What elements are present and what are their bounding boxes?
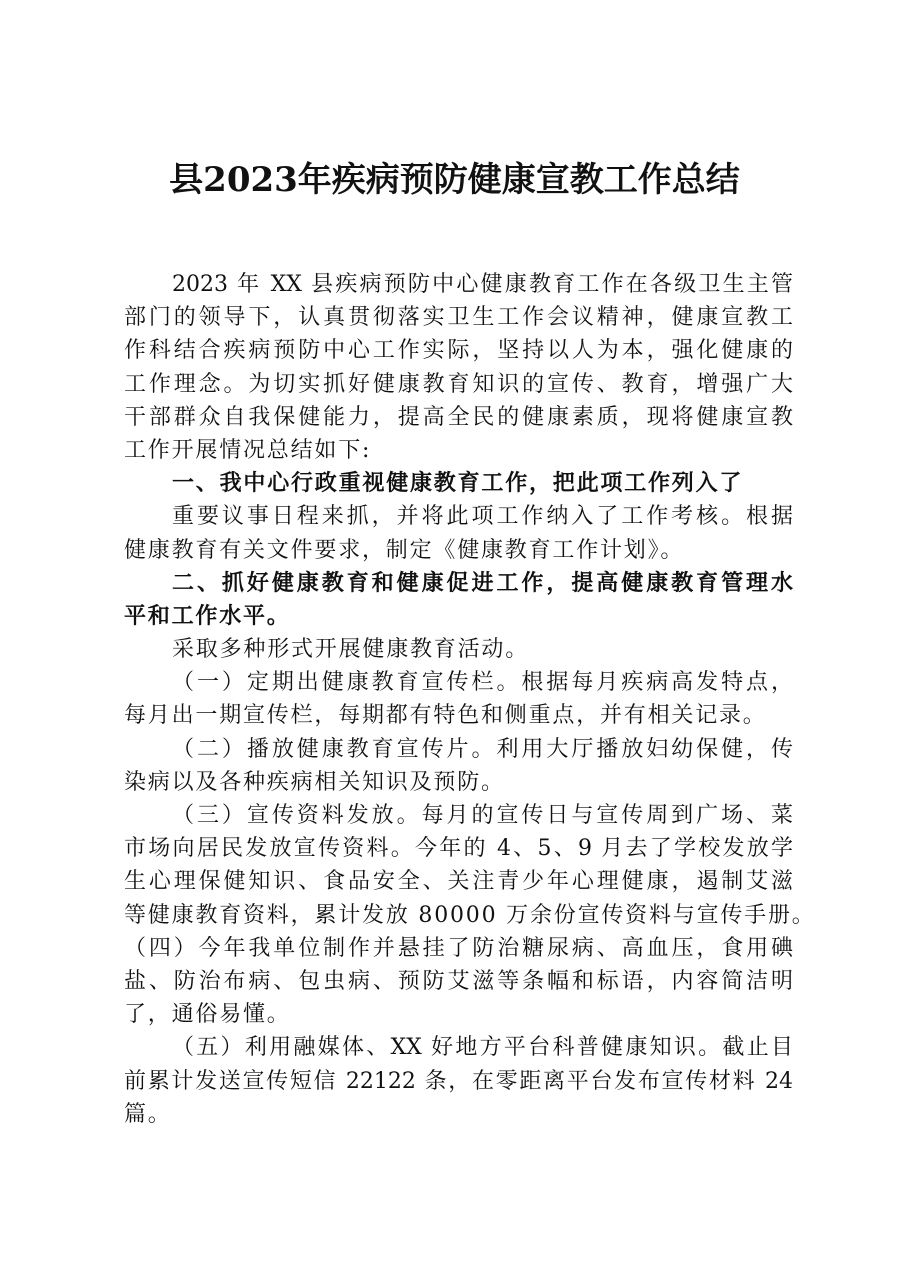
- list-item-4: [124, 932, 793, 1032]
- text-line: 盐、防治布病、包虫病、预防艾滋等条幅和标语，内容简洁明: [124, 968, 793, 994]
- text-line: （五）利用融媒体、XX 好地方平台科普健康知识。截止目: [172, 1035, 793, 1061]
- text-line: 2023 年 XX 县疾病预防中心健康教育工作在各级卫生主管: [172, 272, 793, 297]
- text-line: 等健康教育资料，累计发放 80000 万余份宣传资料与宣传手册。: [124, 902, 816, 928]
- heading-line: 平和工作水平。: [124, 602, 291, 629]
- text-line: （四）今年我单位制作并悬挂了防治糖尿病、高血压，食用碘: [124, 935, 793, 961]
- list-item-2: [124, 733, 793, 799]
- section-heading-2: [124, 567, 793, 633]
- text-line: 了，通俗易懂。: [124, 1002, 291, 1028]
- heading-line: 一、我中心行政重视健康教育工作，把此项工作列入了: [172, 470, 744, 497]
- text-line: 工作开展情况总结如下:: [124, 437, 372, 463]
- list-item-5: [124, 1031, 793, 1131]
- text-line: 采取多种形式开展健康教育活动。: [172, 637, 530, 663]
- paragraph-section-1: [124, 500, 793, 566]
- text-line: 作科结合疾病预防中心工作实际，坚持以人为本，强化健康的: [124, 338, 793, 364]
- text-line: 生心理保健知识、食品安全、关注青少年心理健康，遏制艾滋: [124, 869, 793, 895]
- document-body: [124, 268, 816, 1131]
- text-line: 每月出一期宣传栏，每期都有特色和侧重点，并有相关记录。: [124, 703, 767, 729]
- heading-line: 二、抓好健康教育和健康促进工作，提高健康教育管理水: [172, 569, 793, 596]
- text-line: 重要议事日程来抓，并将此项工作纳入了工作考核。根据: [172, 504, 793, 530]
- section-heading-1: [124, 467, 793, 500]
- text-line: （二）播放健康教育宣传片。利用大厅播放妇幼保健，传: [172, 736, 793, 762]
- list-item-3: [124, 799, 816, 932]
- text-line: 前累计发送宣传短信 22122 条，在零距离平台发布宣传材料 24: [124, 1068, 793, 1094]
- text-line: 市场向居民发放宣传资料。今年的 4、5、9 月去了学校发放学: [124, 836, 793, 862]
- text-line: 干部群众自我保健能力，提高全民的健康素质，现将健康宣教: [124, 404, 793, 430]
- text-line: 健康教育有关文件要求，制定《健康教育工作计划》。: [124, 537, 685, 563]
- text-line: （一）定期出健康教育宣传栏。根据每月疾病高发特点，: [172, 670, 793, 696]
- paragraph-intro: [124, 268, 793, 467]
- text-line: 工作理念。为切实抓好健康教育知识的宣传、教育，增强广大: [124, 371, 793, 397]
- text-line: 篇。: [124, 1101, 172, 1127]
- text-line: 染病以及各种疾病相关知识及预防。: [124, 769, 505, 795]
- paragraph-section-2-intro: [124, 633, 793, 666]
- page-title: 县2023年疾病预防健康宣教工作总结: [169, 160, 740, 200]
- text-line: （三）宣传资料发放。每月的宣传日与宣传周到广场、菜: [172, 803, 793, 828]
- list-item-1: [124, 666, 793, 732]
- text-line: 部门的领导下，认真贯彻落实卫生工作会议精神，健康宣教工: [124, 305, 793, 331]
